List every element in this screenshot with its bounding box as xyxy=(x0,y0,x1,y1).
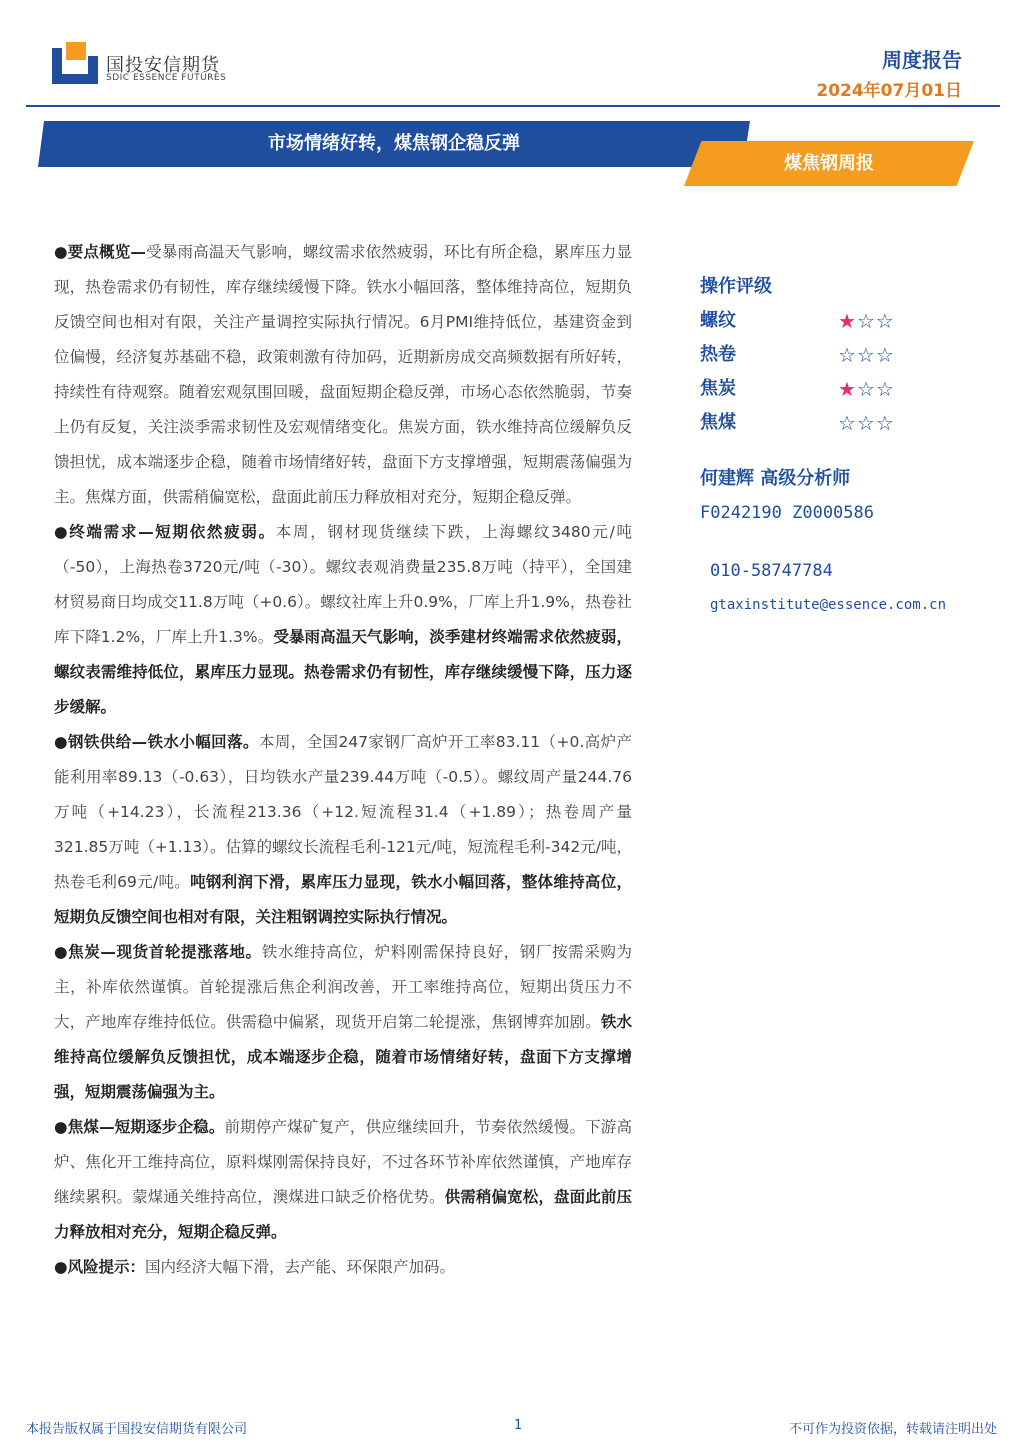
demand-paragraph xyxy=(54,515,632,725)
report-body xyxy=(54,235,632,1285)
paragraph-text: 本周，钢材现货继续下跌，上海螺纹3480元/吨（-50），上海热卷3720元/吨（-30）。螺纹表观消费量235.8万吨（持平），全国建材贸易商日均成交11.8万吨（+0.6）。螺纹社库上升0.9%，厂库上升1.9%，热卷社库下降1.2%，厂库上升1.3%。 xyxy=(54,523,633,646)
star-rating-icon xyxy=(838,338,895,372)
analyst-name: 何建辉 高级分析师 xyxy=(700,468,851,489)
rating-row-hot-coil xyxy=(700,338,1020,372)
rating-name: 螺纹 xyxy=(700,310,736,331)
analyst-license: F0242190 Z0000586 xyxy=(700,503,874,523)
star-rating-icon xyxy=(838,372,895,406)
report-date: 2024年07月01日 xyxy=(816,81,962,101)
page-number: 1 xyxy=(514,1418,523,1433)
footer-disclaimer: 不可作为投资依据，转载请注明出处 xyxy=(788,1422,997,1437)
empty-stars: ☆☆ xyxy=(856,377,895,401)
company-logo xyxy=(52,40,232,90)
logo-mark-icon xyxy=(52,42,98,84)
paragraph-text: 铁水维持高位，炉料刚需保持良好，钢厂按需采购为主，补库依然谨慎。首轮提涨后焦企利润改善，开工率维持高位，短期出货压力不大，产地库存维持低位。供需稳中偏紧，现货开启第二轮提涨，焦钢博弈加剧。 xyxy=(54,943,632,1031)
contact-email[interactable]: gtaxinstitute@essence.com.cn xyxy=(710,597,947,613)
paragraph-text: 受暴雨高温天气影响，螺纹需求依然疲弱，环比有所企稳，累库压力显现，热卷需求仍有韧性，库存继续缓慢下降。铁水小幅回落，整体维持高位，短期负反馈空间也相对有限，关注产量调控实际执行情况。6月PMI维持低位，基建资金到位偏慢，经济复苏基础不稳，政策刺激有待加码，近期新房成交高频数据有所好转，持续性有待观察。随着宏观氛围回暖，盘面短期企稳反弹，市场心态依然脆弱，节奏上仍有反复，关注淡季需求韧性及宏观情绪变化。焦炭方面，铁水维持高位缓解负反馈担忧，成本端逐步企稳，随着市场情绪好转，盘面下方支撑增强，短期震荡偏强为主。焦煤方面，供需稍偏宽松，盘面此前压力释放相对充分，短期企稳反弹。 xyxy=(54,243,632,506)
supply-paragraph xyxy=(54,725,632,935)
category-text: 煤焦钢周报 xyxy=(784,153,874,174)
rating-name: 热卷 xyxy=(700,344,736,365)
rating-title: 操作评级 xyxy=(700,276,772,297)
paragraph-conclusion: 吨钢利润下滑，累库压力显现，铁水小幅回落，整体维持高位，短期负反馈空间也相对有限，关注粗钢调控实际执行情况。 xyxy=(54,873,632,926)
paragraph-text: 本周，全国247家钢厂高炉开工率83.11（+0.高炉产能利用率89.13（-0.63），日均铁水产量239.44万吨（-0.5）。螺纹周产量244.76万吨（+14.23），长流程213.36（+12.短流程31.4（+1.89）；热卷周产量321.85万吨（+1.13）。估算的螺纹长流程毛利-121元/吨，短流程毛利-342元/吨，热卷毛利69元/吨。 xyxy=(54,733,632,891)
paragraph-text: 国内经济大幅下滑，去产能、环保限产加码。 xyxy=(145,1258,456,1276)
paragraph-conclusion: 受暴雨高温天气影响，淡季建材终端需求依然疲弱，螺纹表需维持低位，累库压力显现。热卷需求仍有韧性，库存继续缓慢下降，压力逐步缓解。 xyxy=(54,628,632,716)
empty-stars: ☆☆☆ xyxy=(838,343,895,367)
rating-name: 焦煤 xyxy=(700,412,736,433)
rating-row-coke xyxy=(700,372,1020,406)
coking-coal-paragraph xyxy=(54,1110,632,1250)
paragraph-text: 前期停产煤矿复产，供应继续回升，节奏依然缓慢。下游高炉、焦化开工维持高位，原料煤刚需保持良好，不过各环节补库依然谨慎，产地库存继续累积。蒙煤通关维持高位，澳煤进口缺乏价格优势。 xyxy=(54,1118,632,1206)
header-divider xyxy=(26,105,1000,107)
headline-text: 市场情绪好转，煤焦钢企稳反弹 xyxy=(268,133,520,154)
paragraph-conclusion: 铁水维持高位缓解负反馈担忧，成本端逐步企稳，随着市场情绪好转，盘面下方支撑增强，短期震荡偏强为主。 xyxy=(54,1013,632,1101)
star-rating-icon xyxy=(838,304,895,338)
rating-name: 焦炭 xyxy=(700,378,736,399)
logo-chinese-name: 国投安信期货 xyxy=(106,55,220,76)
paragraph-conclusion: 供需稍偏宽松，盘面此前压力释放相对充分，短期企稳反弹。 xyxy=(54,1188,632,1241)
filled-stars: ★ xyxy=(838,309,857,333)
paragraph-title: ●风险提示： xyxy=(54,1258,146,1276)
contact-phone: 010-58747784 xyxy=(710,561,833,581)
footer-copyright: 本报告版权属于国投安信期货有限公司 xyxy=(26,1422,248,1437)
paragraph-title: ●钢铁供给—铁水小幅回落。 xyxy=(54,733,259,751)
paragraph-title: ●要点概览— xyxy=(54,243,146,261)
filled-stars: ★ xyxy=(838,377,857,401)
paragraph-title: ●焦煤—短期逐步企稳。 xyxy=(54,1118,225,1136)
empty-stars: ☆☆ xyxy=(856,309,895,333)
coke-paragraph xyxy=(54,935,632,1110)
empty-stars: ☆☆☆ xyxy=(838,411,895,435)
sidebar xyxy=(700,270,1020,622)
rating-row-rebar xyxy=(700,304,1020,338)
rating-row-coking-coal xyxy=(700,406,1020,440)
logo-english-name: SDIC ESSENCE FUTURES xyxy=(106,73,227,83)
paragraph-title: ●焦炭—现货首轮提涨落地。 xyxy=(54,943,262,961)
star-rating-icon xyxy=(838,406,895,440)
paragraph-title: ●终端需求—短期依然疲弱。 xyxy=(54,523,276,541)
risk-paragraph xyxy=(54,1250,632,1285)
report-type: 周度报告 xyxy=(882,48,962,72)
summary-paragraph xyxy=(54,235,632,515)
